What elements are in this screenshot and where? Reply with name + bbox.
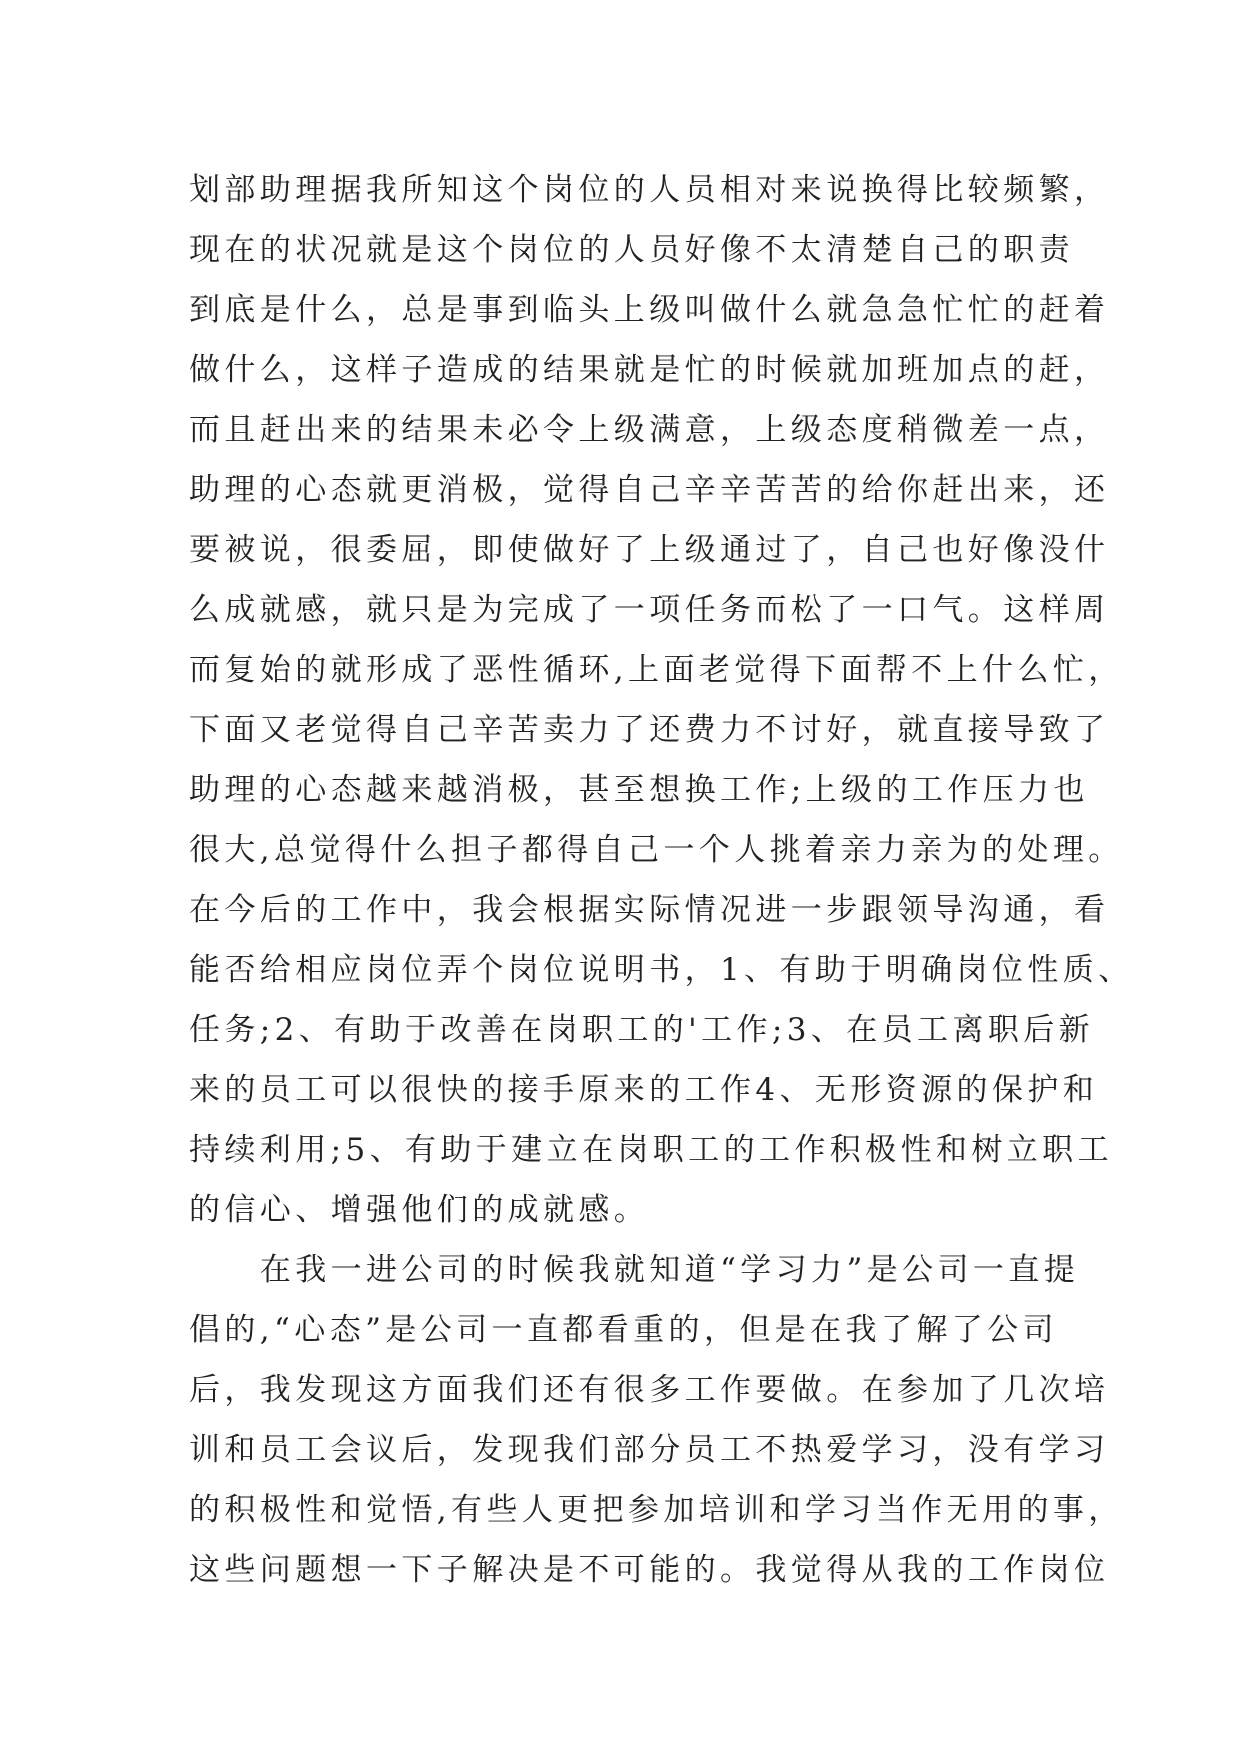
text-line: 助理的心态就更消极，觉得自己辛辛苦苦的给你赶出来，还 [189, 472, 1110, 508]
text-line: 后，我发现这方面我们还有很多工作要做。在参加了几次培 [189, 1372, 1110, 1408]
text-line: 助理的心态越来越消极，甚至想换工作;上级的工作压力也 [189, 772, 1089, 808]
text-line: 持续利用;5、有助于建立在岗职工的工作积极性和树立职工 [189, 1132, 1113, 1168]
text-line: 来的员工可以很快的接手原来的工作4、无形资源的保护和 [189, 1072, 1099, 1108]
text-line: 的信心、增强他们的成就感。 [189, 1192, 650, 1228]
text-line: 而复始的就形成了恶性循环,上面老觉得下面帮不上什么忙， [189, 652, 1124, 688]
text-line: 在今后的工作中，我会根据实际情况进一步跟领导沟通，看 [189, 892, 1110, 928]
text-line: 训和员工会议后，发现我们部分员工不热爱学习，没有学习 [189, 1432, 1110, 1468]
text-line: 现在的状况就是这个岗位的人员好像不太清楚自己的职责 [189, 232, 1074, 268]
text-line: 下面又老觉得自己辛苦卖力了还费力不讨好，就直接导致了 [189, 712, 1110, 748]
text-line: 在我一进公司的时候我就知道“学习力”是公司一直提 [189, 1252, 1080, 1288]
text-line: 任务;2、有助于改善在岗职工的'工作;3、在员工离职后新 [189, 1012, 1095, 1048]
text-line: 这些问题想一下子解决是不可能的。我觉得从我的工作岗位 [189, 1552, 1110, 1588]
text-line: 很大,总觉得什么担子都得自己一个人挑着亲力亲为的处理。 [189, 832, 1124, 868]
text-line: 划部助理据我所知这个岗位的人员相对来说换得比较频繁， [189, 172, 1110, 208]
text-line: 的积极性和觉悟,有些人更把参加培训和学习当作无用的事， [189, 1492, 1124, 1528]
text-line: 能否给相应岗位弄个岗位说明书，1、有助于明确岗位性质、 [189, 952, 1134, 988]
text-line: 做什么，这样子造成的结果就是忙的时候就加班加点的赶， [189, 352, 1110, 388]
text-line: 要被说，很委屈，即使做好了上级通过了，自己也好像没什 [189, 532, 1110, 568]
body-text [189, 160, 1134, 1600]
text-line: 到底是什么，总是事到临头上级叫做什么就急急忙忙的赶着 [189, 292, 1110, 328]
text-line: 倡的,“心态”是公司一直都看重的，但是在我了解了公司 [189, 1312, 1058, 1348]
text-line: 么成就感，就只是为完成了一项任务而松了一口气。这样周 [189, 592, 1110, 628]
text-line: 而且赶出来的结果未必令上级满意，上级态度稍微差一点， [189, 412, 1110, 448]
